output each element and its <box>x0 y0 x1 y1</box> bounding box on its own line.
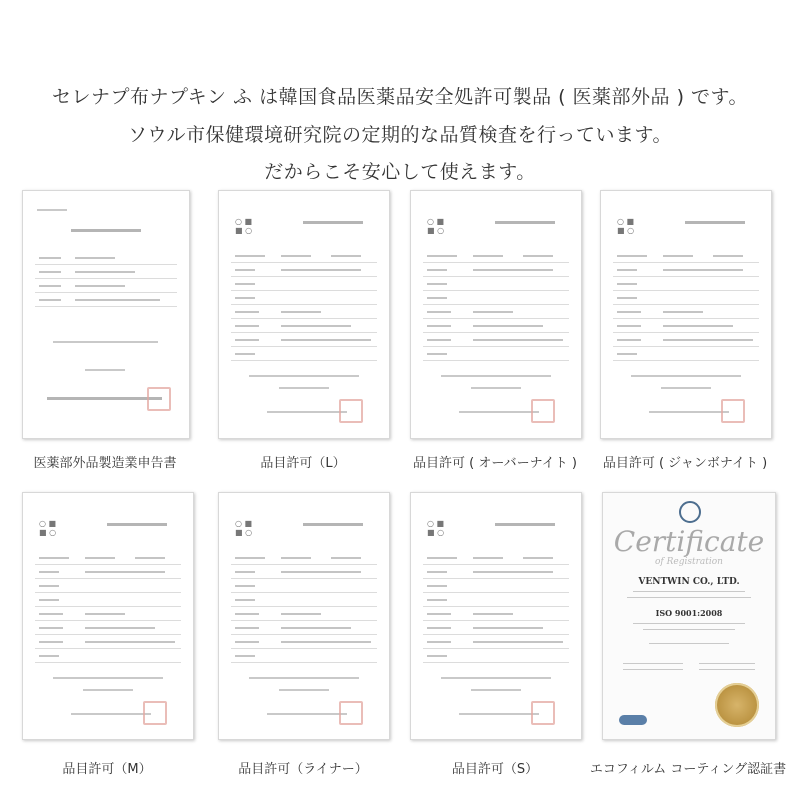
caption-permit-m: 品目許可（M） <box>62 762 152 777</box>
certification-seal-icon <box>715 683 759 727</box>
document-permit-s: ○ ■ ■ ○ <box>410 492 582 740</box>
caption-eco-film-certificate: エコフィルム コーティング認証書 <box>589 762 787 777</box>
caption-permit-overnight: 品目許可 ( オーバーナイト ) <box>413 456 577 471</box>
registrar-logo-icon <box>679 501 701 523</box>
caption-permit-jumbo-night: 品目許可 ( ジャンボナイト ) <box>602 456 768 471</box>
certificate-standard: ISO 9001:2008 <box>655 608 723 618</box>
caption-manufacturing-report: 医薬部外品製造業申告書 <box>33 456 177 471</box>
document-permit-l: ○ ■ ■ ○ <box>218 190 390 439</box>
document-permit-m: ○ ■ ■ ○ <box>22 492 194 740</box>
certificate-subtitle: of Registration <box>655 557 723 567</box>
certificate-title: Certificate <box>613 525 765 558</box>
headline-line-2: ソウル市保健環境研究院の定期的な品質検査を行っています。 <box>128 124 672 146</box>
accreditation-logo-icon <box>619 715 647 725</box>
caption-permit-liner: 品目許可（ライナー） <box>238 762 368 777</box>
document-permit-overnight: ○ ■ ■ ○ <box>410 190 582 439</box>
headline-line-3: だからこそ安心して使えます。 <box>264 161 536 183</box>
document-eco-film-certificate <box>602 492 776 740</box>
document-manufacturing-report <box>22 190 190 439</box>
document-permit-jumbo-night: ○ ■ ■ ○ <box>600 190 772 439</box>
caption-permit-s: 品目許可（S） <box>451 762 539 777</box>
certificate-company: VENTWIN CO., LTD. <box>638 577 740 587</box>
headline-line-1: セレナプ布ナプキン ふ は韓国食品医薬品安全処許可製品 ( 医薬部外品 ) です。 <box>51 86 749 108</box>
caption-permit-l: 品目許可（L） <box>260 456 346 471</box>
document-permit-liner: ○ ■ ■ ○ <box>218 492 390 740</box>
